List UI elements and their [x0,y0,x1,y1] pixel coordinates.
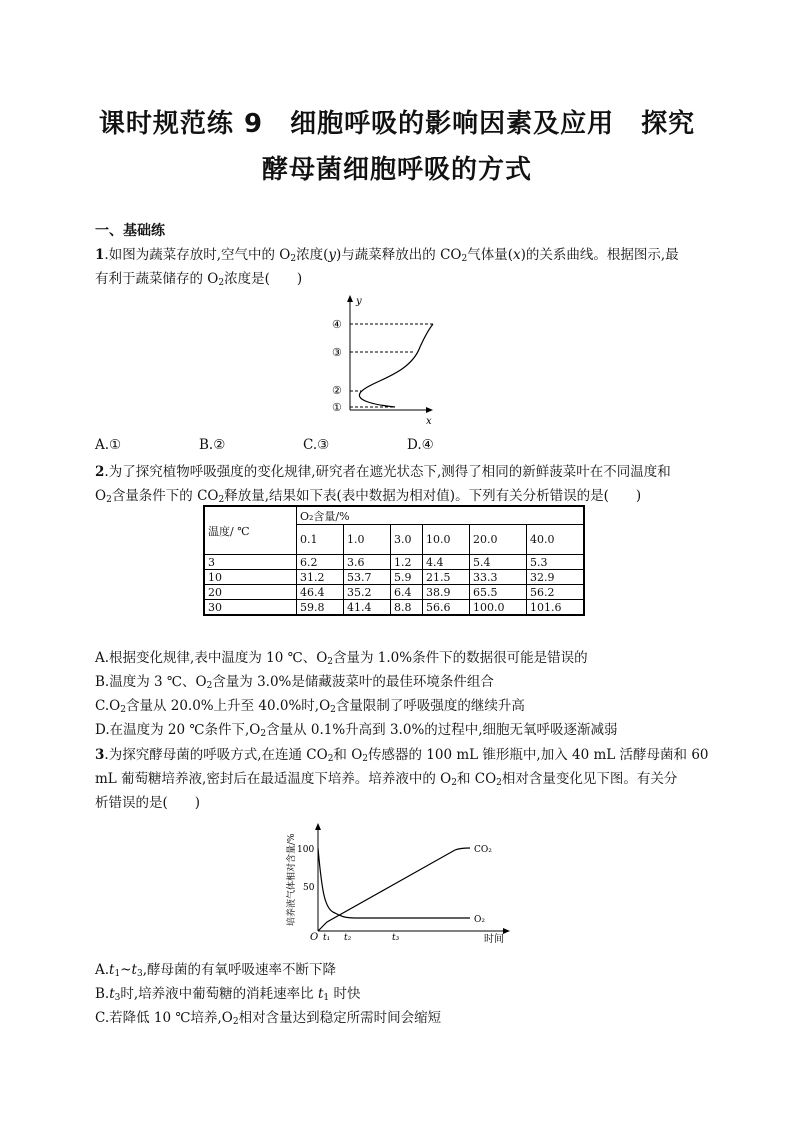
q3-stem-line1: 3.为探究酵母菌的呼吸方式,在连通 $CO_2$和 $O_2$传感器的 100 mL 锥形瓶中,加入 40 mL 活酵母菌和 60 [95,747,709,764]
q3-tick-100: 100 [297,845,315,855]
q1-x-arrow [426,407,433,413]
table-cell: 59.8 [297,600,344,616]
q2-stem-line2: $O_2$含量条件下的 $CO_2$释放量,结果如下表(表中数据为相对值)。下列有关分析错误的是( ) [95,488,642,505]
table-cell: 4.4 [423,555,470,570]
q1-mark-4: ④ [332,318,342,331]
q1-figure [325,292,445,427]
q3-o2-label: O₂ [474,915,485,925]
section-heading: 一、基础练 [95,223,165,239]
table-col-header: 20.0 [470,525,527,555]
table-cell: 35.2 [344,585,391,600]
table-cell: 5.9 [391,570,423,585]
q3-stem-line2: mL 葡萄糖培养液,密封后在最适温度下培养。培养液中的 $O_2$和 $CO_2$相对含量变化见下图。有关分 [95,771,678,788]
table-cell: 30 [204,600,297,616]
q3-stem-line3: 析错误的是( ) [95,795,201,811]
table-cell: 41.4 [344,600,391,616]
q2-option-b[interactable]: B.温度为 3 ℃、$O_2$含量为 3.0%是储藏菠菜叶的最佳环境条件组合 [95,674,494,691]
q3-option-c[interactable]: C.若降低 10 ℃培养$,O_2$相对含量达到稳定所需时间会缩短 [95,1010,442,1027]
q1-mark-3: ③ [332,346,342,359]
table-cell: 8.8 [391,600,423,616]
table-cell: 1.2 [391,555,423,570]
table-cell: 20 [204,585,297,600]
q1-curve [359,324,433,407]
q2-stem-line1: 2.为了探究植物呼吸强度的变化规律,研究者在遮光状态下,测得了相同的新鲜菠菜叶在不同温度和 [95,464,671,480]
q1-y-label: y [356,296,362,307]
table-cell: 6.4 [391,585,423,600]
q1-option-b[interactable]: B.② [199,437,226,453]
table-row [204,555,584,570]
table-cell: 31.2 [297,570,344,585]
q2-option-d[interactable]: D.在温度为 20 ℃条件下$,O_2$含量从 0.1%升高到 3.0%的过程中,细胞无氧呼吸逐渐减弱 [95,722,618,739]
q3-tick-50: 50 [303,883,315,893]
table-cell: 53.7 [344,570,391,585]
q2-option-c[interactable]: $C.O_2$含量从 20.0%上升至 40.0%时$,O_2$含量限制了呼吸强度的继续升高 [95,698,525,715]
table-cell: 10 [204,570,297,585]
q3-y-label: 培养液气体相对含量/% [287,833,297,926]
q1-option-a[interactable]: A.① [95,437,122,453]
q3-t2: t₂ [344,933,352,943]
q3-figure [280,818,520,948]
q1-mark-2: ② [332,384,342,397]
table-cell: 21.5 [423,570,470,585]
table-cell: 100.0 [470,600,527,616]
q3-t3: t₃ [392,933,400,943]
table-cell: 101.6 [527,600,585,616]
q3-x-label: 时间 [484,934,504,945]
table-row [204,600,584,616]
q1-option-d[interactable]: D.④ [407,437,434,453]
table-cell: 65.5 [470,585,527,600]
q1-options [95,437,511,453]
table-col-header: 1.0 [344,525,391,555]
table-col-header: 3.0 [391,525,423,555]
table-cell: 33.3 [470,570,527,585]
q1-y-arrow [347,295,353,302]
table-cell: 46.4 [297,585,344,600]
table-cell: 3.6 [344,555,391,570]
q3-t1: t₁ [323,933,331,943]
table-cell: 56.6 [423,600,470,616]
table-col-header: 10.0 [423,525,470,555]
q2-option-a[interactable]: A.根据变化规律,表中温度为 10 ℃、$O_2$含量为 1.0%条件下的数据很可能是错误的 [95,650,588,667]
q1-mark-1: ① [332,401,342,414]
table-cell: 6.2 [297,555,344,570]
q3-option-a[interactable]: $A.t_1\sim t_3$,酵母菌的有氧呼吸速率不断下降 [95,962,336,979]
q3-option-b[interactable]: $B.t_3$时,培养液中葡萄糖的消耗速率比 $t_1$ 时快 [95,986,361,1003]
table-cell: 5.3 [527,555,585,570]
table-col-group: O₂含量/% [297,506,585,525]
q3-o2-curve [318,848,470,918]
table-cell: 38.9 [423,585,470,600]
q1-stem-line2: 有利于蔬菜储存的 $O_2$浓度是( ) [95,271,303,288]
table-col-header: 40.0 [527,525,585,555]
q1-option-c[interactable]: C.③ [303,437,330,453]
table-row [204,570,584,585]
q1-x-label: x [426,416,432,427]
page-title-line1: 课时规范练 9 细胞呼吸的影响因素及应用 探究 [98,109,696,139]
q3-co2-label: CO₂ [474,845,492,855]
q3-origin: O [310,932,319,943]
q3-x-arrow [503,928,510,934]
table-cell: 32.9 [527,570,585,585]
q2-data-table [203,505,585,616]
q1-stem-line1: 1.如图为蔬菜存放时,空气中的 $O_2$浓度(y)与蔬菜释放出的 $CO_2$气体量(x)的关系曲线。根据图示,最 [95,247,679,264]
table-row [204,585,584,600]
table-col-header: 0.1 [297,525,344,555]
table-cell: 56.2 [527,585,585,600]
q3-y-arrow [315,823,321,830]
table-cell: 5.4 [470,555,527,570]
table-row-header: 温度/ ℃ [204,506,297,555]
page-title-line2: 酵母菌细胞呼吸的方式 [261,155,532,185]
table-cell: 3 [204,555,297,570]
